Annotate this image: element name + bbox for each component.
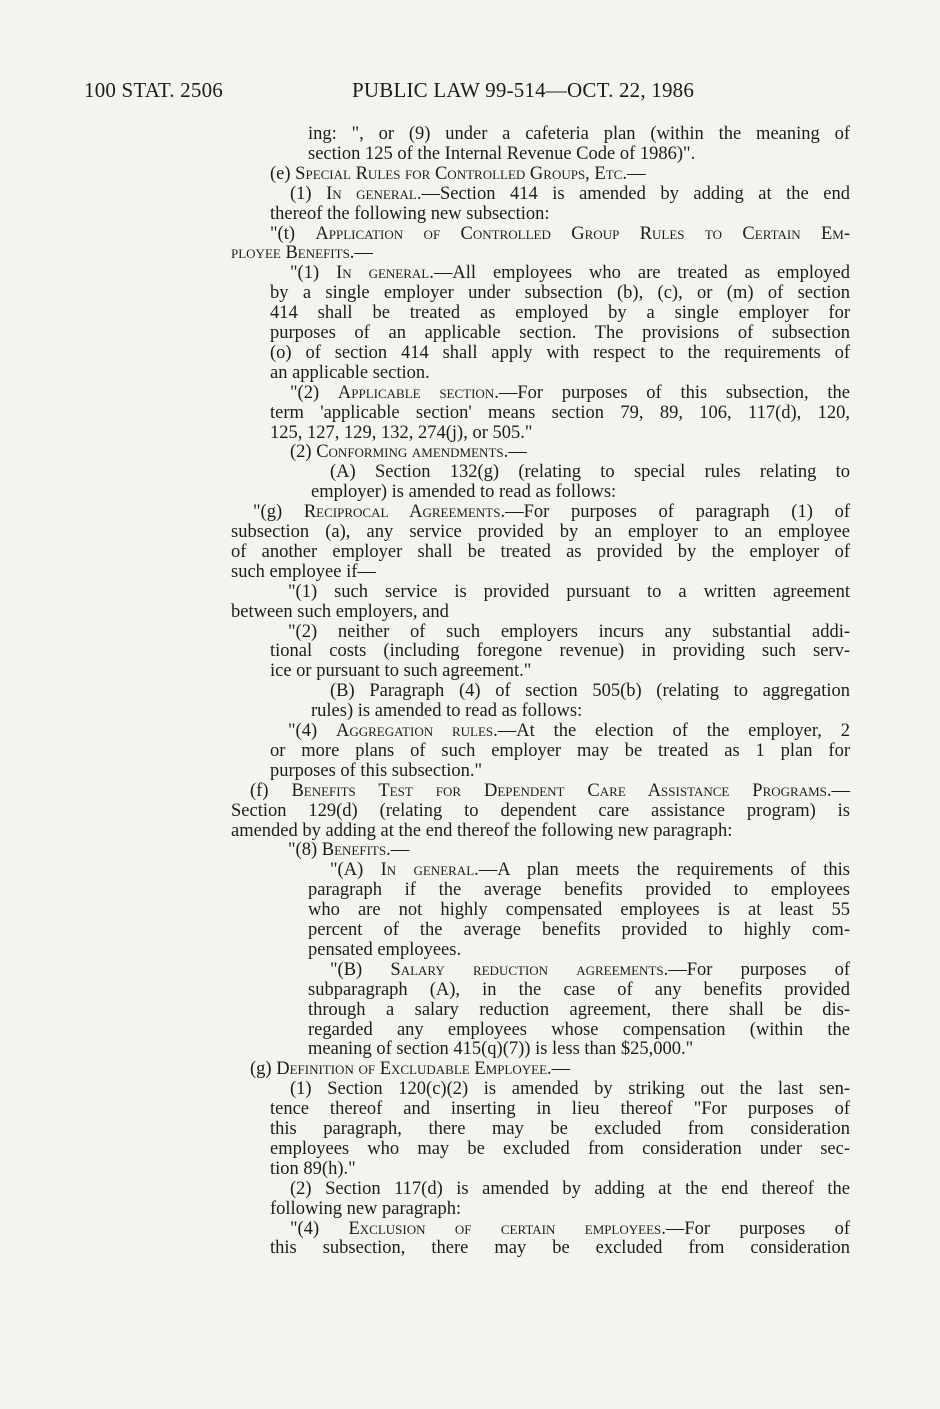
text-line xyxy=(270,1099,850,1119)
line-text: this subsection, there may be excluded from consideration xyxy=(270,1238,850,1259)
line-text: —Section 414 is amended by adding at the end xyxy=(421,183,850,204)
line-text: —At the election of the employer, 2 xyxy=(497,721,850,741)
line-prefix: "(1) xyxy=(290,263,337,284)
text-line xyxy=(270,323,850,343)
text-line xyxy=(308,900,850,920)
text-line xyxy=(253,502,850,522)
line-prefix: "(2) xyxy=(290,382,338,403)
section-heading: Reciprocal Agreements. xyxy=(303,502,506,523)
text-line xyxy=(290,442,850,462)
text-line xyxy=(270,423,850,443)
line-text: such employee if— xyxy=(231,561,376,582)
line-prefix: "(8) xyxy=(288,840,322,861)
line-prefix: "(4) xyxy=(288,721,336,741)
line-text: (o) of section 414 shall apply with respect to the requirements of xyxy=(270,342,850,363)
line-text: tence thereof and inserting in lieu thereof "For purposes of xyxy=(270,1099,850,1120)
text-line xyxy=(290,263,850,283)
line-text: —All employees who are treated as employed xyxy=(433,263,850,284)
line-text: (A) Section 132(g) (relating to special rules relating to xyxy=(330,462,850,483)
text-line xyxy=(308,1020,850,1040)
text-line xyxy=(288,582,850,602)
line-text: employees who may be excluded from consideration under sec- xyxy=(270,1138,850,1159)
text-line xyxy=(250,1059,850,1079)
section-heading: Special Rules for Controlled Groups, Etc. xyxy=(295,163,627,184)
line-prefix: (1) xyxy=(290,183,327,204)
text-line xyxy=(231,542,850,562)
text-line xyxy=(288,721,850,741)
line-prefix: "(4) xyxy=(290,1218,349,1239)
line-text: — xyxy=(551,1059,571,1080)
line-text: —For purposes of paragraph (1) of xyxy=(505,502,850,523)
text-line xyxy=(290,184,850,204)
text-line xyxy=(311,701,850,721)
text-line xyxy=(270,1119,850,1139)
text-line xyxy=(288,622,850,642)
line-text: regarded any employees whose compensation (within the xyxy=(308,1019,850,1040)
text-line xyxy=(270,164,850,184)
line-text: "(2) neither of such employers incurs any substantial addi- xyxy=(288,621,850,642)
line-text: of another employer shall be treated as provided by the employer of xyxy=(231,541,850,562)
line-text: an applicable section. xyxy=(270,362,430,383)
text-line xyxy=(308,124,850,144)
text-line xyxy=(330,960,850,980)
section-heading: Benefits. xyxy=(321,840,391,861)
section-heading: Application of Controlled Group Rules to Certain Em- xyxy=(315,223,850,244)
text-line xyxy=(270,303,850,323)
text-line xyxy=(330,860,850,880)
line-text: tional costs (including foregone revenue) in providing such serv- xyxy=(270,641,850,662)
section-heading: In general. xyxy=(326,183,422,204)
text-line xyxy=(308,1000,850,1020)
line-text: by a single employer under subsection (b), (c), or (m) of section xyxy=(270,283,850,304)
law-title-date: PUBLIC LAW 99-514—OCT. 22, 1986 xyxy=(352,78,695,102)
text-line xyxy=(290,1179,850,1199)
line-text: meaning of section 415(q)(7)) is less than $25,000." xyxy=(308,1039,694,1060)
line-text: (2) Section 117(d) is amended by adding at the end thereof the xyxy=(290,1178,850,1199)
section-heading: In general. xyxy=(336,263,434,284)
text-line xyxy=(311,482,850,502)
text-line xyxy=(308,940,850,960)
line-text: ing: ", or (9) under a cafeteria plan (within the meaning of xyxy=(308,124,850,144)
text-line xyxy=(270,741,850,761)
line-text: paragraph if the average benefits provided to employees xyxy=(308,880,850,901)
text-line xyxy=(270,641,850,661)
section-heading: Salary reduction agreements. xyxy=(390,959,669,980)
text-line xyxy=(231,821,850,841)
section-heading: Benefits Test for Dependent Care Assistance Programs. xyxy=(291,780,832,801)
section-heading: Applicable section. xyxy=(337,382,499,403)
line-text: (B) Paragraph (4) of section 505(b) (relating to aggregation xyxy=(330,681,850,702)
text-line xyxy=(270,661,850,681)
text-line xyxy=(270,1238,850,1258)
text-line xyxy=(290,383,850,403)
line-text: who are not highly compensated employees is at least 55 xyxy=(308,900,850,921)
section-heading: In general. xyxy=(380,860,479,881)
line-text: pensated employees. xyxy=(308,939,462,960)
line-text: — xyxy=(508,442,527,463)
section-heading: ployee Benefits. xyxy=(231,243,355,264)
text-line xyxy=(270,343,850,363)
line-text: — xyxy=(626,163,646,184)
line-text: percent of the average benefits provided to highly com- xyxy=(308,920,850,940)
text-line xyxy=(270,224,850,244)
text-line xyxy=(270,1139,850,1159)
text-line xyxy=(270,761,850,781)
line-text: —For purposes of xyxy=(665,1218,850,1239)
text-line xyxy=(231,243,850,263)
text-line xyxy=(231,801,850,821)
line-text: following new paragraph: xyxy=(270,1198,462,1219)
line-text: amended by adding at the end thereof the following new paragraph: xyxy=(231,820,733,841)
line-text: tion 89(h)." xyxy=(270,1158,356,1179)
line-prefix: "(A) xyxy=(330,860,381,881)
text-line xyxy=(270,1199,850,1219)
line-text: subsection (a), any service provided by an employer to an employee xyxy=(231,522,850,542)
text-line xyxy=(270,283,850,303)
line-text: through a salary reduction agreement, there shall be dis- xyxy=(308,999,850,1020)
line-text: — xyxy=(354,243,373,264)
text-line xyxy=(308,144,850,164)
line-text: this paragraph, there may be excluded from consideration xyxy=(270,1119,850,1139)
text-line xyxy=(250,781,850,801)
section-heading: Aggregation rules. xyxy=(335,721,498,741)
text-line xyxy=(330,462,850,482)
line-text: — xyxy=(831,780,851,801)
section-heading: Definition of Excludable Employee. xyxy=(276,1059,552,1080)
line-text: or more plans of such employer may be treated as 1 plan for xyxy=(270,740,850,761)
line-text: thereof the following new subsection: xyxy=(270,203,550,224)
text-line xyxy=(231,562,850,582)
line-prefix: (2) xyxy=(290,442,317,463)
line-text: ice or pursuant to such agreement." xyxy=(270,661,532,682)
line-text: rules) is amended to read as follows: xyxy=(311,701,583,722)
line-text: —For purposes of this subsection, the xyxy=(498,382,851,403)
line-text: section 125 of the Internal Revenue Code of 1986)". xyxy=(308,143,696,164)
line-text: —A plan meets the requirements of this xyxy=(478,860,850,881)
line-text: purposes of this subsection." xyxy=(270,760,483,781)
text-line xyxy=(308,1039,850,1059)
line-text: term 'applicable section' means section 79, 89, 106, 117(d), 120, xyxy=(270,402,850,423)
text-line xyxy=(270,403,850,423)
line-text: employer) is amended to read as follows: xyxy=(311,482,617,503)
line-prefix: (g) xyxy=(250,1059,277,1080)
text-line xyxy=(308,920,850,940)
text-line xyxy=(330,681,850,701)
text-line xyxy=(231,522,850,542)
line-text: subparagraph (A), in the case of any benefits provided xyxy=(308,979,850,1000)
text-line xyxy=(308,980,850,1000)
line-prefix: "(B) xyxy=(330,959,391,980)
line-text: —For purposes of xyxy=(668,959,850,980)
line-prefix: "(t) xyxy=(270,223,316,244)
running-header xyxy=(84,78,860,108)
line-text: (1) Section 120(c)(2) is amended by striking out the last sen- xyxy=(290,1079,850,1100)
line-prefix: (f) xyxy=(250,780,292,801)
text-line xyxy=(290,1079,850,1099)
text-line xyxy=(290,1219,850,1239)
line-text: between such employers, and xyxy=(231,601,449,622)
line-text: "(1) such service is provided pursuant to a written agreement xyxy=(288,581,850,602)
line-prefix: (e) xyxy=(270,163,296,184)
text-line xyxy=(270,1159,850,1179)
section-heading: Exclusion of certain employees. xyxy=(348,1218,666,1239)
line-prefix: "(g) xyxy=(253,502,304,523)
line-text: Section 129(d) (relating to dependent care assistance program) is xyxy=(231,800,850,821)
text-line xyxy=(270,363,850,383)
line-text: purposes of an applicable section. The provisions of subsection xyxy=(270,323,850,343)
text-line xyxy=(308,880,850,900)
line-text: — xyxy=(390,840,410,861)
page-citation: 100 STAT. 2506 xyxy=(84,78,223,102)
line-text: 125, 127, 129, 132, 274(j), or 505." xyxy=(270,422,533,443)
line-text: 414 shall be treated as employed by a single employer for xyxy=(270,303,850,324)
section-heading: Conforming amendments. xyxy=(316,442,509,463)
text-line xyxy=(288,840,850,860)
text-line xyxy=(270,204,850,224)
text-line xyxy=(231,602,850,622)
